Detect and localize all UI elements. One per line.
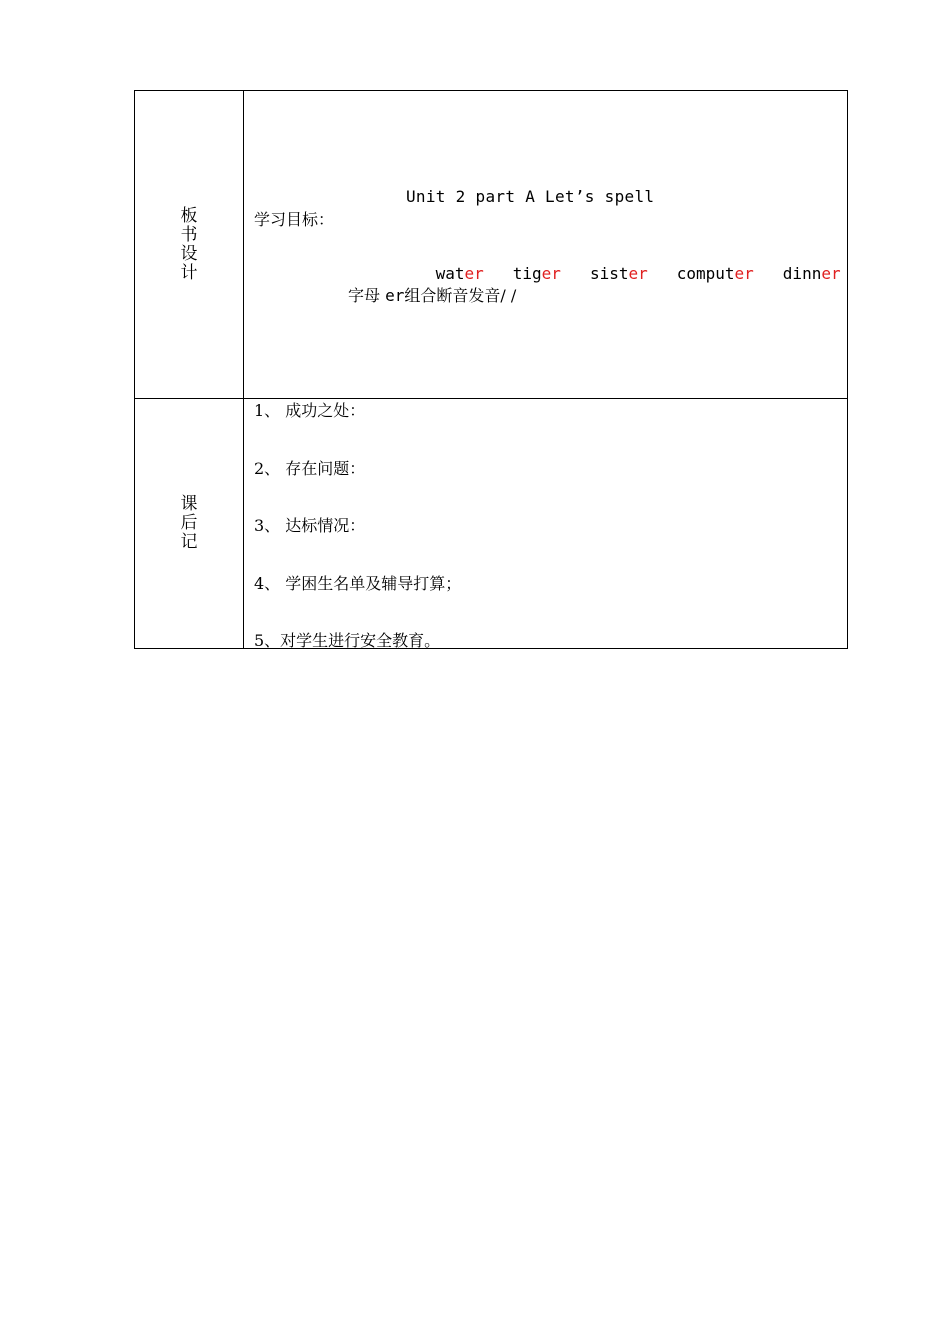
- board-design-label: [135, 91, 243, 398]
- pronunciation-rule: [348, 283, 516, 306]
- word-item: [590, 264, 648, 283]
- reflection-label-char: 后: [180, 513, 198, 533]
- word-stem: sist: [589, 264, 629, 283]
- rule-letters: er: [385, 286, 405, 305]
- word-er-suffix: er: [464, 264, 484, 283]
- word-stem: dinn: [782, 264, 822, 283]
- word-item: [436, 264, 484, 283]
- word-er-suffix: er: [821, 264, 841, 283]
- reflection-content-cell: [244, 399, 848, 649]
- board-design-label-cell: [135, 91, 244, 399]
- board-design-content-cell: [244, 91, 848, 399]
- board-label-char: 设: [180, 243, 198, 264]
- learning-goal-label: 学习目标：: [254, 210, 335, 229]
- word-item: [513, 264, 561, 283]
- reflection-label-char: 课: [180, 494, 198, 514]
- word-stem: comput: [676, 264, 735, 283]
- word-er-suffix: er: [734, 264, 754, 283]
- word-stem: tig: [512, 264, 542, 283]
- board-label-char: 计: [180, 262, 198, 283]
- reflection-item: 4、 学困生名单及辅导打算；: [254, 573, 462, 593]
- board-design-row: [135, 91, 848, 399]
- reflection-item: 3、 达标情况：: [254, 516, 366, 535]
- reflection-label-char: 记: [180, 532, 198, 552]
- word-er-suffix: er: [628, 264, 648, 283]
- lesson-plan-table: [134, 90, 848, 649]
- rule-prefix: 字母: [348, 286, 381, 305]
- reflection-item: 2、 存在问题：: [254, 458, 366, 478]
- reflection-label: [135, 399, 243, 648]
- reflection-item: 1、 成功之处：: [254, 401, 366, 420]
- reflection-list: [254, 401, 461, 689]
- word-item: [783, 264, 841, 283]
- word-item: [677, 264, 754, 283]
- reflection-label-cell: [135, 399, 244, 649]
- reflection-item: 5、对学生进行安全教育。: [254, 631, 441, 650]
- board-label-char: 书: [180, 224, 198, 245]
- board-title: Unit 2 part A Let’s spell: [406, 187, 655, 206]
- reflection-row: [135, 399, 848, 649]
- rule-suffix: 组合断音发音/ /: [404, 286, 517, 305]
- word-stem: wat: [435, 264, 465, 283]
- board-label-char: 板: [180, 205, 198, 226]
- word-er-suffix: er: [541, 264, 561, 283]
